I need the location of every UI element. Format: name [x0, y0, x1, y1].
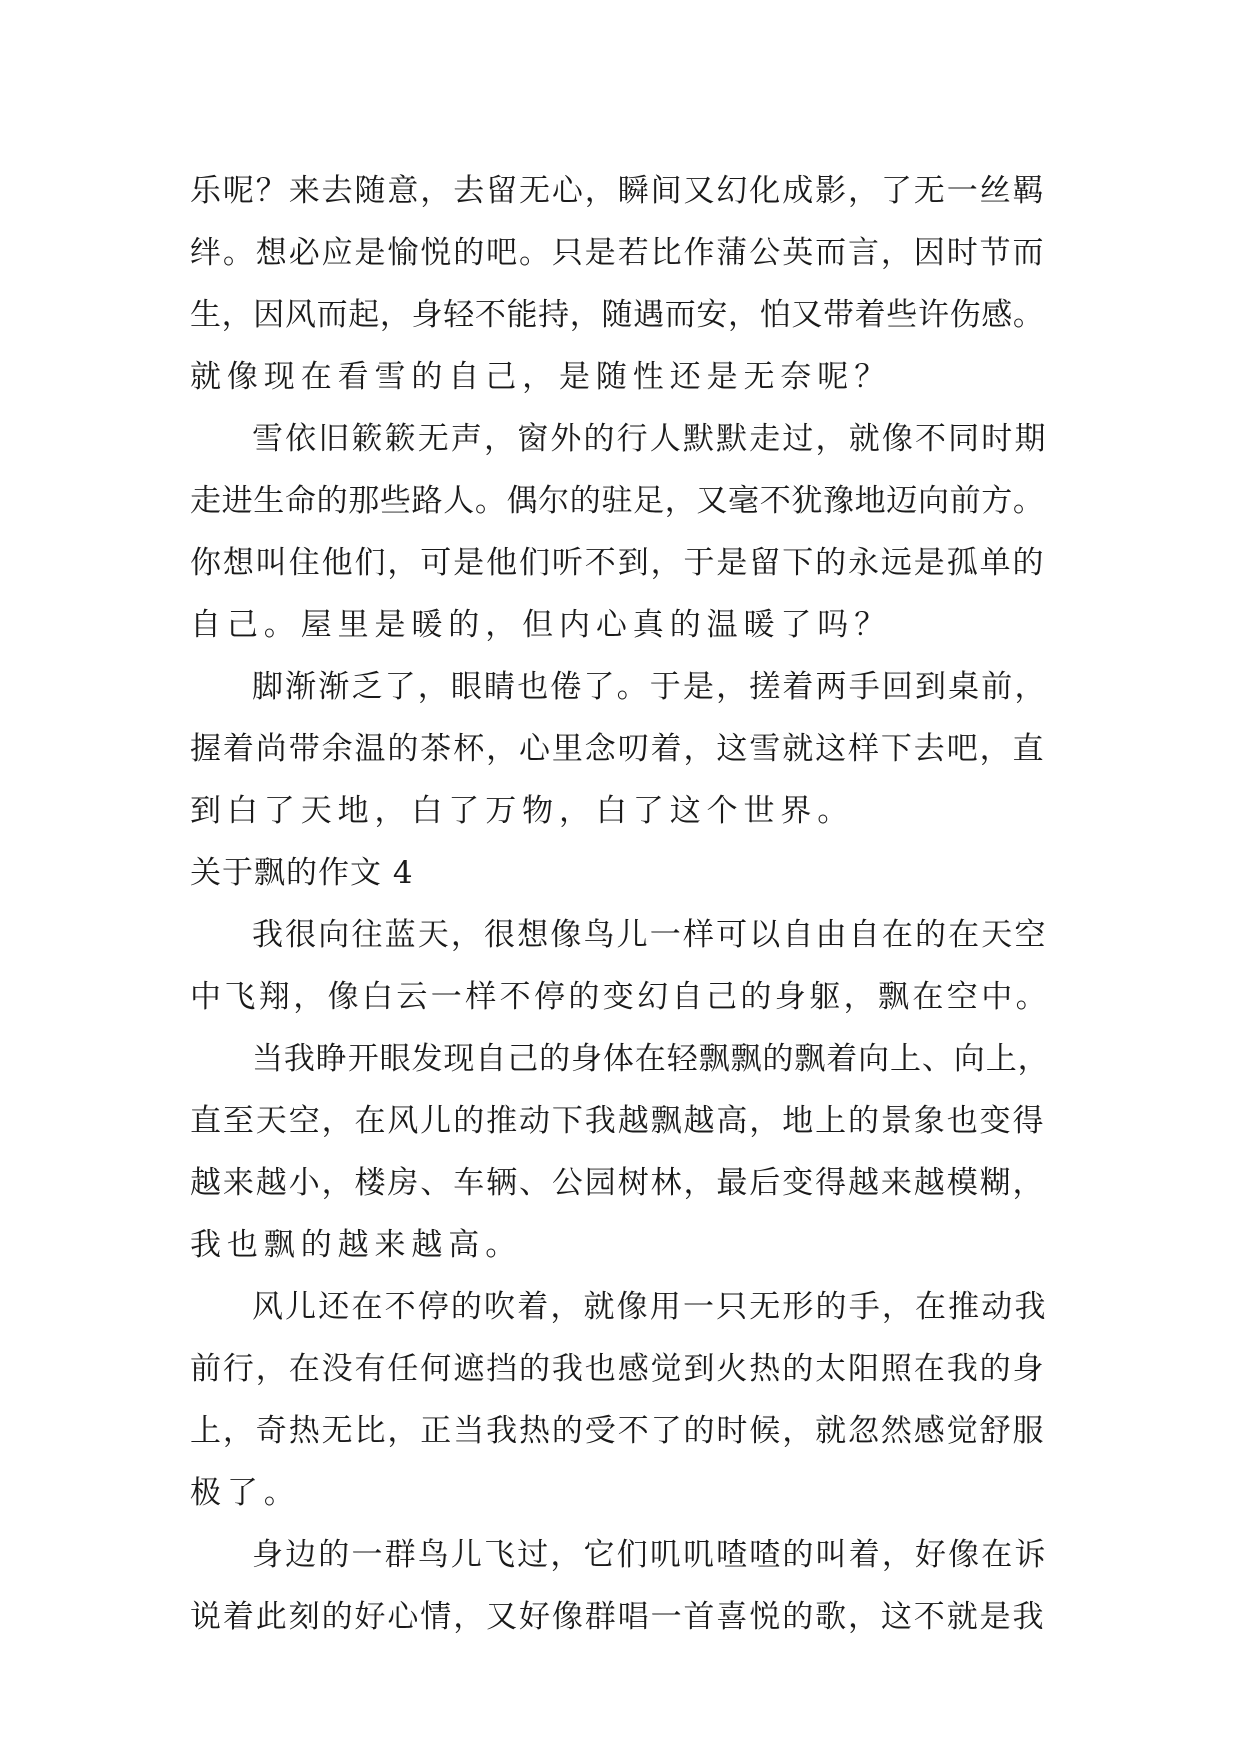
text-line: 越来越小，楼房、车辆、公园树林，最后变得越来越模糊， [190, 1165, 1046, 1201]
text-line: 风儿还在不停的吹着，就像用一只无形的手，在推动我 [252, 1289, 1048, 1325]
paragraph [190, 1524, 1050, 1648]
text-line: 当我睁开眼发现自己的身体在轻飘飘的飘着向上、向上， [252, 1041, 1050, 1077]
paragraph [190, 1276, 1050, 1524]
paragraph [190, 160, 1050, 408]
section-heading: 关于飘的作文 4 [190, 855, 414, 891]
text-line: 握着尚带余温的茶杯，心里念叨着，这雪就这样下去吧，直 [190, 731, 1046, 767]
text-line: 身边的一群鸟儿飞过，它们叽叽喳喳的叫着，好像在诉 [252, 1537, 1048, 1573]
text-line: 到白了天地，白了万物，白了这个世界。 [190, 793, 855, 829]
text-line: 直至天空，在风儿的推动下我越飘越高，地上的景象也变得 [190, 1103, 1046, 1139]
paragraph [190, 656, 1050, 842]
text-line: 前行，在没有任何遮挡的我也感觉到火热的太阳照在我的身 [190, 1351, 1046, 1387]
text-line: 上，奇热无比，正当我热的受不了的时候，就忽然感觉舒服 [190, 1413, 1046, 1449]
text-line: 乐呢？来去随意，去留无心，瞬间又幻化成影，了无一丝羁 [190, 173, 1046, 209]
paragraph [190, 904, 1050, 1028]
text-line: 极了。 [190, 1475, 301, 1511]
text-line: 我也飘的越来越高。 [190, 1227, 523, 1263]
text-line: 绊。想必应是愉悦的吧。只是若比作蒲公英而言，因时节而 [190, 235, 1046, 271]
text-line: 中飞翔，像白云一样不停的变幻自己的身躯，飘在空中。 [190, 979, 1050, 1015]
text-line: 我很向往蓝天，很想像鸟儿一样可以自由自在的在天空 [252, 917, 1048, 953]
text-line: 就像现在看雪的自己，是随性还是无奈呢？ [190, 359, 892, 395]
text-line: 雪依旧簌簌无声，窗外的行人默默走过，就像不同时期 [252, 421, 1048, 457]
paragraph [190, 408, 1050, 656]
document-body [190, 160, 1050, 1648]
text-line: 你想叫住他们，可是他们听不到，于是留下的永远是孤单的 [190, 545, 1046, 581]
paragraph [190, 1028, 1050, 1276]
text-line: 说着此刻的好心情，又好像群唱一首喜悦的歌，这不就是我 [190, 1599, 1046, 1635]
text-line: 生，因风而起，身轻不能持，随遇而安，怕又带着些许伤感。 [190, 297, 1045, 333]
text-line: 自己。屋里是暖的，但内心真的温暖了吗？ [190, 607, 892, 643]
text-line: 走进生命的那些路人。偶尔的驻足，又毫不犹豫地迈向前方。 [190, 483, 1045, 519]
text-line: 脚渐渐乏了，眼睛也倦了。于是，搓着两手回到桌前， [252, 669, 1048, 705]
